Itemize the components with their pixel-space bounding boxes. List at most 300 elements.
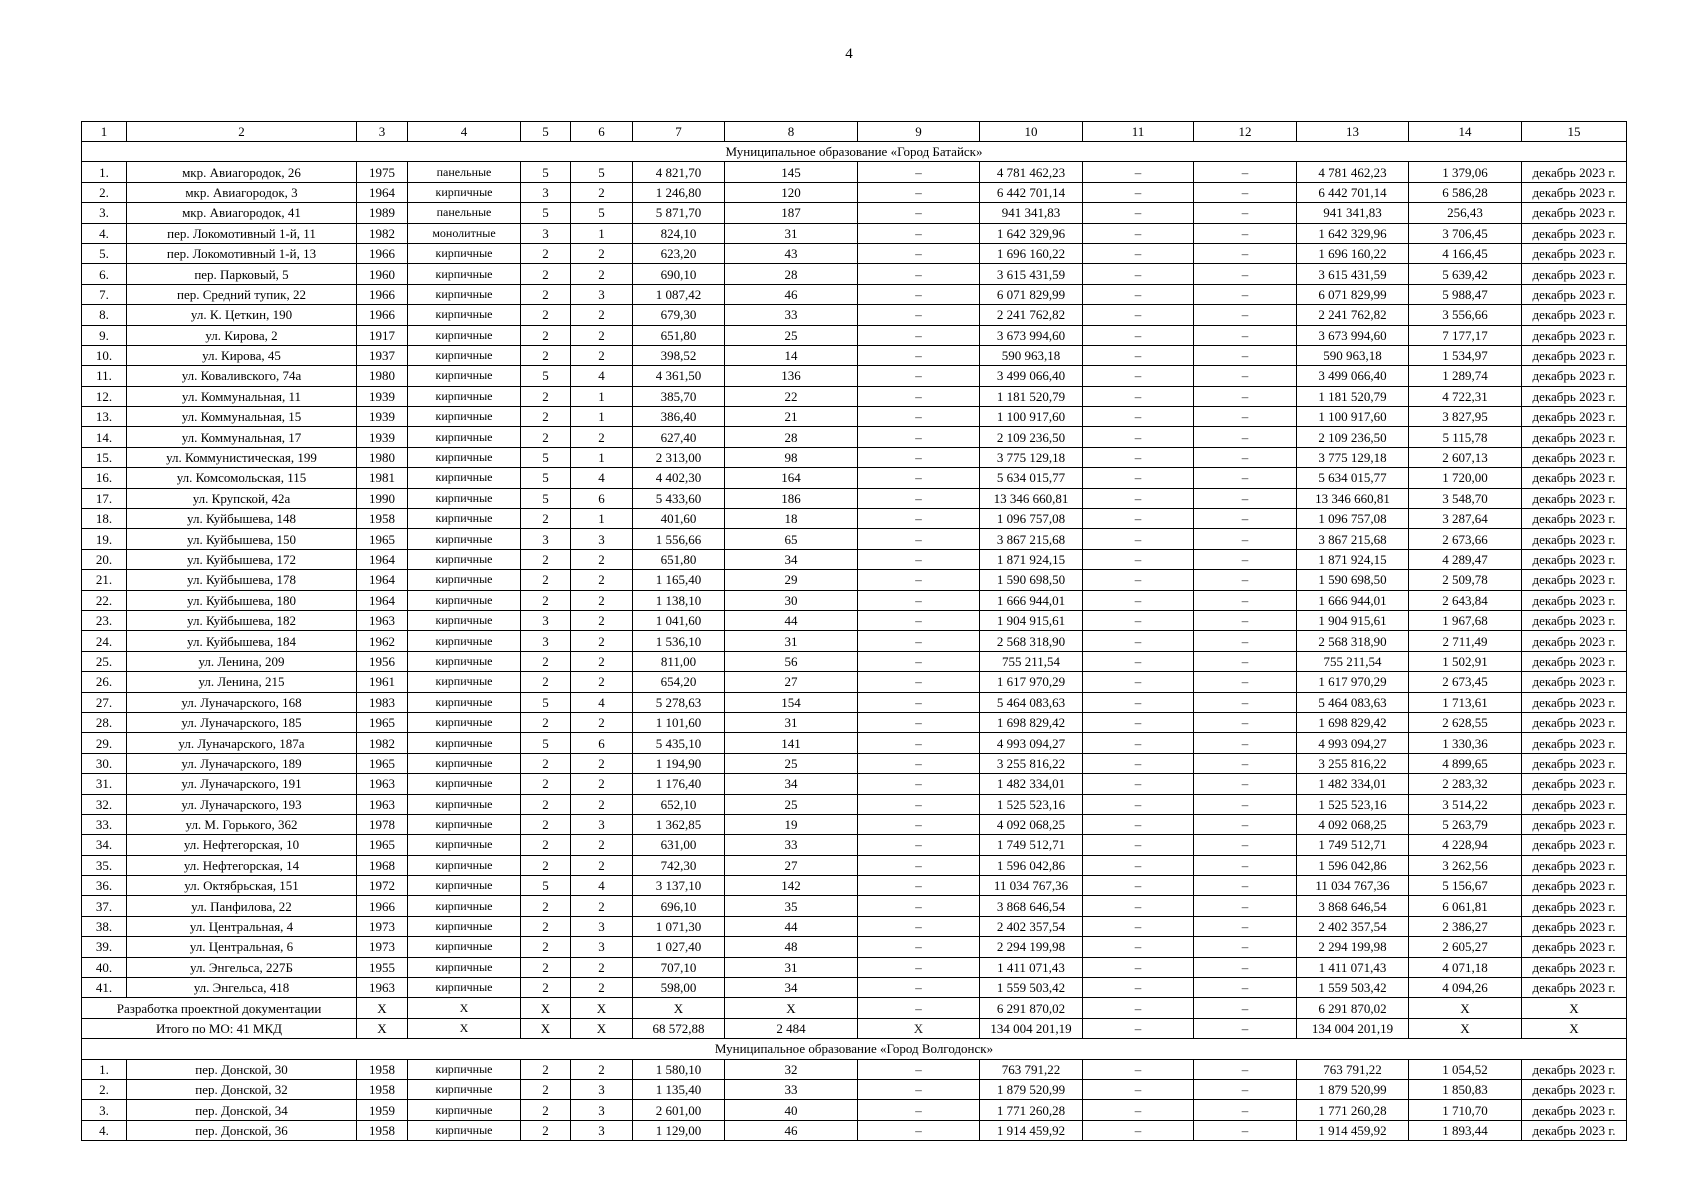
table-cell: 1 749 512,71 bbox=[980, 835, 1083, 855]
table-cell: кирпичные bbox=[408, 937, 521, 957]
table-cell: кирпичные bbox=[408, 305, 521, 325]
table-cell: 2 bbox=[571, 855, 633, 875]
table-cell: 31 bbox=[725, 223, 858, 243]
table-cell: 2 bbox=[521, 835, 571, 855]
table-cell: ул. Куйбышева, 148 bbox=[127, 509, 357, 529]
table-cell: 3 499 066,40 bbox=[980, 366, 1083, 386]
table-row bbox=[82, 427, 1627, 447]
table-cell: 13 346 660,81 bbox=[980, 488, 1083, 508]
table-cell: 48 bbox=[725, 937, 858, 957]
table-cell: 1 914 459,92 bbox=[980, 1120, 1083, 1140]
col-header: 1 bbox=[82, 122, 127, 142]
table-row bbox=[82, 182, 1627, 202]
table-cell: 2 bbox=[571, 957, 633, 977]
table-cell: 33 bbox=[725, 305, 858, 325]
summary-cell: X bbox=[1409, 1018, 1522, 1038]
table-cell: 1 027,40 bbox=[633, 937, 725, 957]
table-cell: 4 094,26 bbox=[1409, 978, 1522, 998]
table-cell: 2 bbox=[571, 590, 633, 610]
table-cell: 623,20 bbox=[633, 243, 725, 263]
table-cell: 5 464 083,63 bbox=[980, 692, 1083, 712]
summary-row bbox=[82, 998, 1627, 1018]
table-cell: декабрь 2023 г. bbox=[1522, 774, 1627, 794]
table-cell: кирпичные bbox=[408, 814, 521, 834]
table-cell: 2 241 762,82 bbox=[980, 305, 1083, 325]
table-cell: ул. Кирова, 2 bbox=[127, 325, 357, 345]
table-cell: 5 bbox=[521, 162, 571, 182]
table-cell: 2. bbox=[82, 1079, 127, 1099]
table-cell: ул. Луначарского, 193 bbox=[127, 794, 357, 814]
table-cell: 34 bbox=[725, 549, 858, 569]
table-cell: декабрь 2023 г. bbox=[1522, 692, 1627, 712]
table-cell: мкр. Авиагородок, 26 bbox=[127, 162, 357, 182]
table-cell: декабрь 2023 г. bbox=[1522, 325, 1627, 345]
table-cell: 4 402,30 bbox=[633, 468, 725, 488]
table-cell: 18. bbox=[82, 509, 127, 529]
table-cell: 4 bbox=[571, 366, 633, 386]
table-cell: 755 211,54 bbox=[1297, 651, 1409, 671]
table-row bbox=[82, 549, 1627, 569]
table-cell: – bbox=[1194, 896, 1297, 916]
table-cell: ул. М. Горького, 362 bbox=[127, 814, 357, 834]
table-cell: декабрь 2023 г. bbox=[1522, 488, 1627, 508]
table-cell: 1958 bbox=[357, 1120, 408, 1140]
table-cell: – bbox=[858, 1059, 980, 1079]
table-cell: 31 bbox=[725, 712, 858, 732]
table-cell: – bbox=[1083, 407, 1194, 427]
table-cell: – bbox=[1194, 916, 1297, 936]
table-cell: – bbox=[1194, 488, 1297, 508]
table-cell: ул. Энгельса, 418 bbox=[127, 978, 357, 998]
table-cell: – bbox=[1083, 896, 1194, 916]
table-cell: 9. bbox=[82, 325, 127, 345]
table-cell: – bbox=[1083, 1100, 1194, 1120]
table-cell: – bbox=[1083, 672, 1194, 692]
table-cell: 2 bbox=[571, 243, 633, 263]
table-cell: 590 963,18 bbox=[1297, 345, 1409, 365]
table-cell: – bbox=[858, 916, 980, 936]
table-cell: ул. Нефтегорская, 10 bbox=[127, 835, 357, 855]
table-cell: – bbox=[1083, 692, 1194, 712]
table-cell: 4. bbox=[82, 223, 127, 243]
table-cell: 1 713,61 bbox=[1409, 692, 1522, 712]
table-cell: 35. bbox=[82, 855, 127, 875]
table-cell: – bbox=[1083, 284, 1194, 304]
table-cell: декабрь 2023 г. bbox=[1522, 896, 1627, 916]
table-cell: 2 bbox=[521, 284, 571, 304]
table-cell: 3 548,70 bbox=[1409, 488, 1522, 508]
table-cell: – bbox=[1083, 978, 1194, 998]
table-cell: 1956 bbox=[357, 651, 408, 671]
table-cell: 3 827,95 bbox=[1409, 407, 1522, 427]
table-cell: 30. bbox=[82, 753, 127, 773]
table-cell: – bbox=[1194, 876, 1297, 896]
table-cell: 2 294 199,98 bbox=[1297, 937, 1409, 957]
table-cell: ул. Куйбышева, 172 bbox=[127, 549, 357, 569]
table-cell: 5. bbox=[82, 243, 127, 263]
summary-cell: – bbox=[1194, 1018, 1297, 1038]
table-cell: 2 bbox=[571, 651, 633, 671]
table-cell: – bbox=[1083, 610, 1194, 630]
table-cell: 3 775 129,18 bbox=[1297, 447, 1409, 467]
table-cell: кирпичные bbox=[408, 264, 521, 284]
table-cell: 2 283,32 bbox=[1409, 774, 1522, 794]
table-cell: 1 176,40 bbox=[633, 774, 725, 794]
table-cell: 2 bbox=[521, 305, 571, 325]
table-cell: 27 bbox=[725, 855, 858, 875]
table-cell: 4 092 068,25 bbox=[1297, 814, 1409, 834]
table-cell: 1958 bbox=[357, 1059, 408, 1079]
table-cell: – bbox=[1194, 753, 1297, 773]
table-cell: – bbox=[1083, 488, 1194, 508]
table-cell: – bbox=[1083, 529, 1194, 549]
table-cell: 5 156,67 bbox=[1409, 876, 1522, 896]
table-cell: 4 781 462,23 bbox=[1297, 162, 1409, 182]
table-cell: 1963 bbox=[357, 794, 408, 814]
table-cell: ул. Ленина, 215 bbox=[127, 672, 357, 692]
table-cell: 1 536,10 bbox=[633, 631, 725, 651]
table-cell: 1980 bbox=[357, 366, 408, 386]
table-cell: 1964 bbox=[357, 590, 408, 610]
housing-register-table bbox=[81, 121, 1627, 1141]
table-cell: – bbox=[1083, 651, 1194, 671]
table-cell: 120 bbox=[725, 182, 858, 202]
table-cell: кирпичные bbox=[408, 794, 521, 814]
table-row bbox=[82, 774, 1627, 794]
table-cell: – bbox=[1194, 1120, 1297, 1140]
table-cell: 4. bbox=[82, 1120, 127, 1140]
table-cell: 1959 bbox=[357, 1100, 408, 1120]
table-cell: 44 bbox=[725, 610, 858, 630]
table-cell: 2 bbox=[571, 794, 633, 814]
table-row bbox=[82, 814, 1627, 834]
table-cell: ул. Ленина, 209 bbox=[127, 651, 357, 671]
table-cell: 742,30 bbox=[633, 855, 725, 875]
table-cell: 755 211,54 bbox=[980, 651, 1083, 671]
table-cell: 1 bbox=[571, 509, 633, 529]
table-cell: 46 bbox=[725, 284, 858, 304]
table-cell: кирпичные bbox=[408, 1120, 521, 1140]
table-cell: 1 879 520,99 bbox=[980, 1079, 1083, 1099]
summary-cell: X bbox=[858, 1018, 980, 1038]
table-cell: – bbox=[1083, 855, 1194, 875]
table-cell: 2 628,55 bbox=[1409, 712, 1522, 732]
table-cell: ул. Куйбышева, 184 bbox=[127, 631, 357, 651]
table-cell: 40 bbox=[725, 1100, 858, 1120]
table-cell: 707,10 bbox=[633, 957, 725, 977]
table-cell: панельные bbox=[408, 162, 521, 182]
section-header-row bbox=[82, 142, 1627, 162]
table-cell: – bbox=[1083, 631, 1194, 651]
table-cell: 3 615 431,59 bbox=[1297, 264, 1409, 284]
table-cell: – bbox=[1083, 549, 1194, 569]
table-cell: 1 138,10 bbox=[633, 590, 725, 610]
table-cell: декабрь 2023 г. bbox=[1522, 590, 1627, 610]
col-header: 14 bbox=[1409, 122, 1522, 142]
table-cell: 1939 bbox=[357, 386, 408, 406]
table-cell: 44 bbox=[725, 916, 858, 936]
summary-cell: 2 484 bbox=[725, 1018, 858, 1038]
table-cell: 811,00 bbox=[633, 651, 725, 671]
table-cell: – bbox=[1194, 774, 1297, 794]
table-cell: 1 054,52 bbox=[1409, 1059, 1522, 1079]
table-cell: 2 bbox=[521, 509, 571, 529]
table-cell: – bbox=[1194, 264, 1297, 284]
summary-cell: X bbox=[633, 998, 725, 1018]
table-cell: ул. Комсомольская, 115 bbox=[127, 468, 357, 488]
table-cell: кирпичные bbox=[408, 284, 521, 304]
table-cell: пер. Донской, 30 bbox=[127, 1059, 357, 1079]
table-cell: – bbox=[1083, 345, 1194, 365]
table-cell: 1968 bbox=[357, 855, 408, 875]
table-cell: ул. Октябрьская, 151 bbox=[127, 876, 357, 896]
table-cell: кирпичные bbox=[408, 753, 521, 773]
table-cell: 1 100 917,60 bbox=[1297, 407, 1409, 427]
table-cell: декабрь 2023 г. bbox=[1522, 855, 1627, 875]
table-cell: 256,43 bbox=[1409, 203, 1522, 223]
table-cell: кирпичные bbox=[408, 366, 521, 386]
column-number-row bbox=[82, 122, 1627, 142]
table-cell: 4 bbox=[571, 876, 633, 896]
table-cell: ул. Куйбышева, 182 bbox=[127, 610, 357, 630]
table-cell: 3 287,64 bbox=[1409, 509, 1522, 529]
table-cell: 3 bbox=[571, 916, 633, 936]
table-cell: – bbox=[1083, 325, 1194, 345]
table-cell: 187 bbox=[725, 203, 858, 223]
table-cell: 24. bbox=[82, 631, 127, 651]
table-cell: 2 241 762,82 bbox=[1297, 305, 1409, 325]
table-cell: 1965 bbox=[357, 835, 408, 855]
table-cell: 2 bbox=[571, 1059, 633, 1079]
table-cell: 5 871,70 bbox=[633, 203, 725, 223]
summary-label: Разработка проектной документации bbox=[82, 998, 357, 1018]
table-cell: 5 639,42 bbox=[1409, 264, 1522, 284]
summary-cell: 6 291 870,02 bbox=[980, 998, 1083, 1018]
table-cell: 2 bbox=[521, 814, 571, 834]
table-cell: декабрь 2023 г. bbox=[1522, 753, 1627, 773]
table-cell: 4 899,65 bbox=[1409, 753, 1522, 773]
table-cell: 1981 bbox=[357, 468, 408, 488]
table-cell: – bbox=[1194, 468, 1297, 488]
table-cell: – bbox=[1083, 733, 1194, 753]
table-cell: 5 435,10 bbox=[633, 733, 725, 753]
table-cell: 34 bbox=[725, 978, 858, 998]
table-cell: 1 749 512,71 bbox=[1297, 835, 1409, 855]
table-cell: 3 bbox=[571, 1120, 633, 1140]
table-cell: декабрь 2023 г. bbox=[1522, 1100, 1627, 1120]
summary-cell: – bbox=[1083, 1018, 1194, 1038]
table-cell: ул. Куйбышева, 180 bbox=[127, 590, 357, 610]
table-cell: 38. bbox=[82, 916, 127, 936]
table-cell: кирпичные bbox=[408, 896, 521, 916]
table-cell: 2 bbox=[571, 835, 633, 855]
table-cell: кирпичные bbox=[408, 712, 521, 732]
table-cell: 2 bbox=[521, 978, 571, 998]
table-cell: 5 988,47 bbox=[1409, 284, 1522, 304]
table-cell: 2 bbox=[571, 325, 633, 345]
table-cell: 3. bbox=[82, 1100, 127, 1120]
table-cell: 1972 bbox=[357, 876, 408, 896]
table-cell: 28 bbox=[725, 427, 858, 447]
table-row bbox=[82, 223, 1627, 243]
table-cell: кирпичные bbox=[408, 243, 521, 263]
table-cell: – bbox=[1083, 794, 1194, 814]
table-cell: – bbox=[1194, 345, 1297, 365]
table-cell: 2 bbox=[521, 1079, 571, 1099]
table-cell: – bbox=[858, 407, 980, 427]
table-cell: 3 bbox=[571, 1079, 633, 1099]
table-cell: 20. bbox=[82, 549, 127, 569]
table-cell: 3 867 215,68 bbox=[1297, 529, 1409, 549]
table-cell: ул. Панфилова, 22 bbox=[127, 896, 357, 916]
table-cell: декабрь 2023 г. bbox=[1522, 162, 1627, 182]
table-cell: 29. bbox=[82, 733, 127, 753]
table-cell: 1 bbox=[571, 407, 633, 427]
table-cell: 1 698 829,42 bbox=[980, 712, 1083, 732]
table-cell: 1 914 459,92 bbox=[1297, 1120, 1409, 1140]
table-cell: кирпичные bbox=[408, 447, 521, 467]
table-cell: 1 556,66 bbox=[633, 529, 725, 549]
table-cell: 3 499 066,40 bbox=[1297, 366, 1409, 386]
table-cell: 5 464 083,63 bbox=[1297, 692, 1409, 712]
table-cell: – bbox=[1194, 427, 1297, 447]
page-number: 4 bbox=[845, 46, 853, 62]
col-header: 13 bbox=[1297, 122, 1409, 142]
table-cell: 763 791,22 bbox=[980, 1059, 1083, 1079]
table-cell: 3 262,56 bbox=[1409, 855, 1522, 875]
table-cell: ул. Крупской, 42а bbox=[127, 488, 357, 508]
table-cell: 1 525 523,16 bbox=[980, 794, 1083, 814]
table-cell: кирпичные bbox=[408, 325, 521, 345]
table-cell: 5 bbox=[521, 488, 571, 508]
table-cell: декабрь 2023 г. bbox=[1522, 549, 1627, 569]
table-cell: 2 bbox=[571, 774, 633, 794]
table-cell: 1 165,40 bbox=[633, 570, 725, 590]
table-cell: кирпичные bbox=[408, 631, 521, 651]
table-cell: 3 bbox=[571, 529, 633, 549]
table-cell: – bbox=[858, 631, 980, 651]
table-cell: 1 904 915,61 bbox=[980, 610, 1083, 630]
table-cell: – bbox=[1194, 610, 1297, 630]
table-cell: – bbox=[1194, 712, 1297, 732]
table-cell: 1 771 260,28 bbox=[980, 1100, 1083, 1120]
col-header: 10 bbox=[980, 122, 1083, 142]
table-row bbox=[82, 264, 1627, 284]
table-cell: декабрь 2023 г. bbox=[1522, 264, 1627, 284]
table-cell: 1 850,83 bbox=[1409, 1079, 1522, 1099]
table-cell: 5 bbox=[521, 447, 571, 467]
table-row bbox=[82, 896, 1627, 916]
table-cell: 1 617 970,29 bbox=[980, 672, 1083, 692]
table-cell: декабрь 2023 г. bbox=[1522, 203, 1627, 223]
table-cell: 6 061,81 bbox=[1409, 896, 1522, 916]
table-cell: 2 605,27 bbox=[1409, 937, 1522, 957]
table-cell: 1 696 160,22 bbox=[980, 243, 1083, 263]
table-cell: декабрь 2023 г. bbox=[1522, 243, 1627, 263]
table-cell: 154 bbox=[725, 692, 858, 712]
table-cell: 1 904 915,61 bbox=[1297, 610, 1409, 630]
summary-cell: 68 572,88 bbox=[633, 1018, 725, 1038]
table-cell: ул. Луначарского, 185 bbox=[127, 712, 357, 732]
table-cell: ул. Центральная, 4 bbox=[127, 916, 357, 936]
table-cell: 18 bbox=[725, 509, 858, 529]
table-cell: 6 071 829,99 bbox=[1297, 284, 1409, 304]
section-header-row bbox=[82, 1039, 1627, 1059]
table-cell: 1 087,42 bbox=[633, 284, 725, 304]
table-row bbox=[82, 1079, 1627, 1099]
table-cell: ул. Кирова, 45 bbox=[127, 345, 357, 365]
table-cell: декабрь 2023 г. bbox=[1522, 529, 1627, 549]
table-cell: – bbox=[858, 753, 980, 773]
table-cell: 1966 bbox=[357, 284, 408, 304]
table-cell: ул. Коммунальная, 17 bbox=[127, 427, 357, 447]
table-cell: 27 bbox=[725, 672, 858, 692]
table-cell: кирпичные bbox=[408, 957, 521, 977]
table-cell: 763 791,22 bbox=[1297, 1059, 1409, 1079]
table-body bbox=[82, 142, 1627, 1141]
table-cell: ул. К. Цеткин, 190 bbox=[127, 305, 357, 325]
table-cell: ул. Луначарского, 189 bbox=[127, 753, 357, 773]
summary-cell: 6 291 870,02 bbox=[1297, 998, 1409, 1018]
table-cell: декабрь 2023 г. bbox=[1522, 468, 1627, 488]
table-cell: декабрь 2023 г. bbox=[1522, 1120, 1627, 1140]
table-cell: 25 bbox=[725, 753, 858, 773]
table-cell: 2 bbox=[521, 243, 571, 263]
table-cell: 1 194,90 bbox=[633, 753, 725, 773]
table-cell: декабрь 2023 г. bbox=[1522, 794, 1627, 814]
table-row bbox=[82, 1100, 1627, 1120]
summary-cell: X bbox=[521, 1018, 571, 1038]
table-cell: – bbox=[1083, 427, 1194, 447]
table-cell: декабрь 2023 г. bbox=[1522, 978, 1627, 998]
table-cell: 3 673 994,60 bbox=[980, 325, 1083, 345]
table-cell: – bbox=[1194, 1079, 1297, 1099]
table-cell: 2 bbox=[571, 896, 633, 916]
table-cell: 1917 bbox=[357, 325, 408, 345]
col-header: 8 bbox=[725, 122, 858, 142]
table-cell: 2 bbox=[571, 672, 633, 692]
table-cell: – bbox=[1194, 243, 1297, 263]
summary-cell: X bbox=[571, 998, 633, 1018]
table-cell: 5 115,78 bbox=[1409, 427, 1522, 447]
table-cell: 631,00 bbox=[633, 835, 725, 855]
table-cell: 1 379,06 bbox=[1409, 162, 1522, 182]
table-cell: 1 bbox=[571, 223, 633, 243]
table-row bbox=[82, 529, 1627, 549]
table-cell: 1963 bbox=[357, 610, 408, 630]
table-row bbox=[82, 794, 1627, 814]
table-cell: 1966 bbox=[357, 896, 408, 916]
table-cell: – bbox=[858, 509, 980, 529]
table-cell: 3 255 816,22 bbox=[1297, 753, 1409, 773]
table-cell: 3 775 129,18 bbox=[980, 447, 1083, 467]
table-cell: 2 bbox=[521, 794, 571, 814]
table-cell: – bbox=[858, 264, 980, 284]
table-cell: 5 bbox=[521, 692, 571, 712]
table-cell: 2 bbox=[521, 325, 571, 345]
table-cell: 1 696 160,22 bbox=[1297, 243, 1409, 263]
table-cell: 3 706,45 bbox=[1409, 223, 1522, 243]
table-cell: – bbox=[1194, 651, 1297, 671]
table-cell: 1939 bbox=[357, 407, 408, 427]
table-cell: – bbox=[1194, 162, 1297, 182]
table-cell: – bbox=[858, 570, 980, 590]
table-cell: 1 871 924,15 bbox=[1297, 549, 1409, 569]
table-cell: пер. Парковый, 5 bbox=[127, 264, 357, 284]
table-cell: 17. bbox=[82, 488, 127, 508]
table-cell: 2. bbox=[82, 182, 127, 202]
table-cell: 2 bbox=[521, 916, 571, 936]
